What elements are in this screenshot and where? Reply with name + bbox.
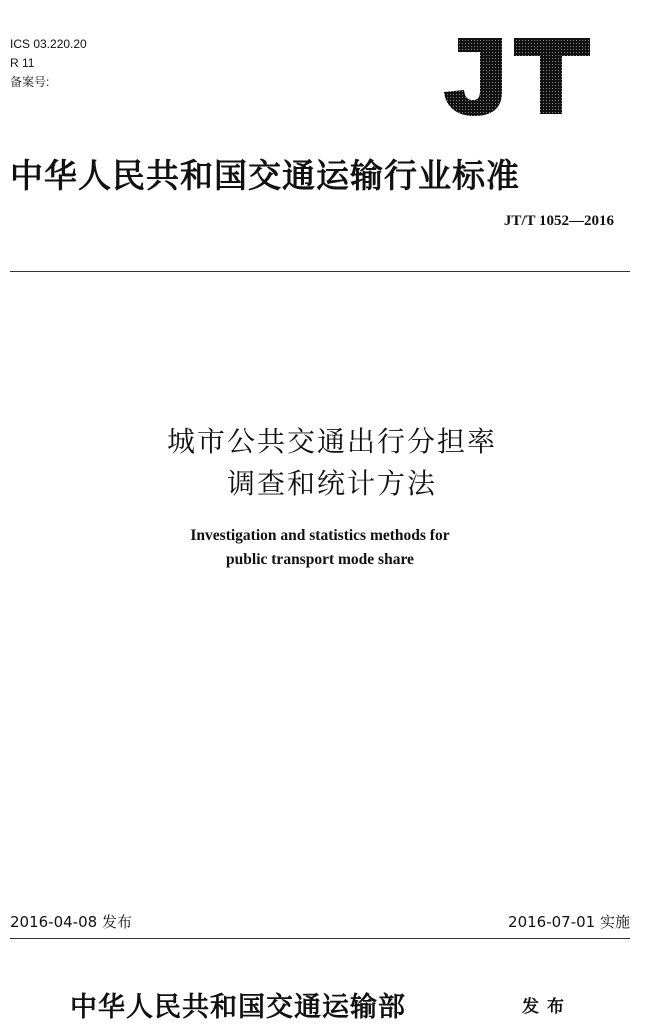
title-en-line2: public transport mode share — [226, 551, 414, 568]
issuing-authority: 中华人民共和国交通运输部 — [70, 992, 406, 1023]
title-cn-line2: 调查和统计方法 — [226, 467, 437, 500]
record-number-label: 备案号: — [10, 75, 50, 89]
effective-date: 2016-07-01 实施 — [508, 913, 630, 931]
jt-logo-graphic — [440, 30, 595, 120]
title-cn-line1: 城市公共交通出行分担率 — [166, 425, 497, 458]
standard-code: JT/T 1052—2016 — [503, 213, 614, 229]
header-divider — [10, 271, 630, 272]
ccs-code: R 11 — [10, 56, 35, 70]
industry-standard-title: 中华人民共和国交通运输行业标准 — [10, 156, 520, 195]
footer-divider — [10, 938, 630, 939]
jt-logo — [440, 30, 595, 120]
issue-date: 2016-04-08 发布 — [10, 913, 132, 931]
publish-label: 发布 — [522, 997, 572, 1017]
title-en-line1: Investigation and statistics methods for — [190, 527, 450, 544]
ics-code: ICS 03.220.20 — [10, 37, 87, 51]
logo-text — [595, 30, 596, 31]
